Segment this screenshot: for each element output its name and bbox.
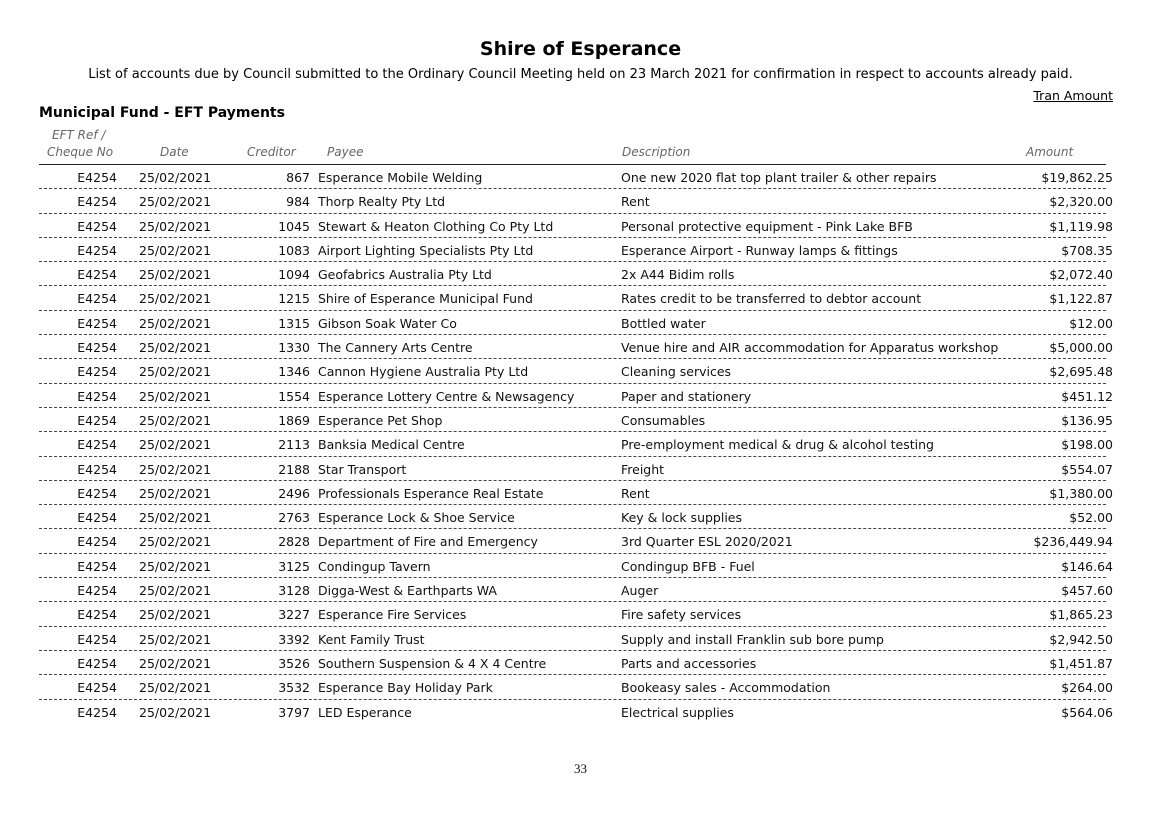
row-description: Auger (621, 583, 659, 599)
table-row (0, 529, 1161, 553)
row-creditor: 3532 (278, 680, 310, 696)
table-row (0, 189, 1161, 213)
table-row (0, 481, 1161, 505)
row-amount: $2,320.00 (1049, 194, 1113, 210)
table-row (0, 505, 1161, 529)
table-row (0, 602, 1161, 626)
row-payee: Shire of Esperance Municipal Fund (318, 291, 533, 307)
row-payee: Geofabrics Australia Pty Ltd (318, 267, 492, 283)
row-payee: Star Transport (318, 461, 407, 477)
row-date: 25/02/2021 (139, 558, 212, 574)
tran-amount-label: Tran Amount (1033, 88, 1113, 103)
table-row (0, 627, 1161, 651)
header-ref-line2: Cheque No (47, 145, 114, 159)
row-description: 3rd Quarter ESL 2020/2021 (621, 534, 793, 550)
table-row (0, 554, 1161, 578)
row-creditor: 3797 (278, 704, 310, 720)
table-row (0, 335, 1161, 359)
table-row (0, 432, 1161, 456)
row-payee: Esperance Lock & Shoe Service (318, 510, 515, 526)
row-creditor: 1315 (278, 315, 310, 331)
row-date: 25/02/2021 (139, 461, 212, 477)
row-description: Venue hire and AIR accommodation for Apparatus workshop (621, 340, 999, 356)
row-payee: Esperance Bay Holiday Park (318, 680, 493, 696)
row-creditor: 3227 (278, 607, 310, 623)
table-row (0, 700, 1161, 724)
row-description: Fire safety services (621, 607, 742, 623)
header-description: Description (622, 145, 691, 159)
row-date: 25/02/2021 (139, 291, 212, 307)
row-amount: $457.60 (1061, 583, 1113, 599)
row-date: 25/02/2021 (139, 510, 212, 526)
table-row (0, 359, 1161, 383)
row-payee: Condingup Tavern (318, 558, 431, 574)
row-eft-ref: E4254 (77, 412, 117, 428)
row-description: Rates credit to be transferred to debtor account (621, 291, 922, 307)
row-amount: $136.95 (1061, 412, 1113, 428)
row-date: 25/02/2021 (139, 364, 212, 380)
row-creditor: 1554 (278, 388, 310, 404)
row-creditor: 984 (286, 194, 310, 210)
row-date: 25/02/2021 (139, 340, 212, 356)
row-description: Paper and stationery (621, 388, 752, 404)
header-date: Date (160, 145, 189, 159)
row-creditor: 1330 (278, 340, 310, 356)
row-description: Bottled water (621, 315, 706, 331)
row-amount: $198.00 (1061, 437, 1113, 453)
row-date: 25/02/2021 (139, 607, 212, 623)
document-subtitle: List of accounts due by Council submitted to the Ordinary Council Meeting held on 23 March 2021 for confirmation in respect to accounts already paid. (88, 67, 1073, 82)
row-payee: Airport Lighting Specialists Pty Ltd (318, 242, 534, 258)
row-description: Electrical supplies (621, 704, 734, 720)
row-eft-ref: E4254 (77, 583, 117, 599)
row-eft-ref: E4254 (77, 315, 117, 331)
row-creditor: 3526 (278, 655, 310, 671)
row-eft-ref: E4254 (77, 267, 117, 283)
row-payee: Kent Family Trust (318, 631, 425, 647)
row-date: 25/02/2021 (139, 631, 212, 647)
row-creditor: 2496 (278, 485, 310, 501)
row-payee: Department of Fire and Emergency (318, 534, 538, 550)
row-payee: Stewart & Heaton Clothing Co Pty Ltd (318, 218, 554, 234)
row-date: 25/02/2021 (139, 170, 212, 185)
table-row (0, 457, 1161, 481)
row-eft-ref: E4254 (77, 242, 117, 258)
row-description: Esperance Airport - Runway lamps & fittings (621, 242, 898, 258)
row-payee: Southern Suspension & 4 X 4 Centre (318, 655, 547, 671)
row-amount: $2,942.50 (1049, 631, 1113, 647)
row-creditor: 1869 (278, 412, 310, 428)
table-row (0, 214, 1161, 238)
row-description: Pre-employment medical & drug & alcohol testing (621, 437, 934, 453)
row-date: 25/02/2021 (139, 315, 212, 331)
row-date: 25/02/2021 (139, 218, 212, 234)
row-creditor: 2188 (278, 461, 310, 477)
row-creditor: 2113 (278, 437, 310, 453)
row-payee: Esperance Pet Shop (318, 412, 443, 428)
table-row (0, 165, 1161, 189)
row-creditor: 3392 (278, 631, 310, 647)
row-description: Key & lock supplies (621, 510, 743, 526)
table-row (0, 651, 1161, 675)
row-description: Parts and accessories (621, 655, 757, 671)
table-row (0, 262, 1161, 286)
row-description: 2x A44 Bidim rolls (621, 267, 735, 283)
payments-table-body (0, 165, 1161, 724)
row-eft-ref: E4254 (77, 218, 117, 234)
row-description: Consumables (621, 412, 706, 428)
row-eft-ref: E4254 (77, 607, 117, 623)
row-amount: $2,695.48 (1049, 364, 1113, 380)
row-eft-ref: E4254 (77, 680, 117, 696)
row-payee: Digga-West & Earthparts WA (318, 583, 497, 599)
row-amount: $236,449.94 (1033, 534, 1113, 550)
table-row (0, 384, 1161, 408)
page-number: 33 (574, 761, 587, 776)
row-date: 25/02/2021 (139, 583, 212, 599)
row-payee: Gibson Soak Water Co (318, 315, 457, 331)
header-creditor: Creditor (247, 145, 296, 159)
header-payee: Payee (327, 145, 364, 159)
row-eft-ref: E4254 (77, 340, 117, 356)
row-eft-ref: E4254 (77, 534, 117, 550)
row-eft-ref: E4254 (77, 510, 117, 526)
table-row (0, 286, 1161, 310)
row-eft-ref: E4254 (77, 558, 117, 574)
row-eft-ref: E4254 (77, 194, 117, 210)
row-date: 25/02/2021 (139, 412, 212, 428)
row-eft-ref: E4254 (77, 170, 117, 185)
row-date: 25/02/2021 (139, 267, 212, 283)
row-description: Rent (621, 485, 650, 501)
row-creditor: 2763 (278, 510, 310, 526)
row-payee: Esperance Lottery Centre & Newsagency (318, 388, 575, 404)
table-row (0, 408, 1161, 432)
row-creditor: 1083 (278, 242, 310, 258)
row-amount: $264.00 (1061, 680, 1113, 696)
table-row (0, 578, 1161, 602)
row-date: 25/02/2021 (139, 194, 212, 210)
row-eft-ref: E4254 (77, 437, 117, 453)
row-eft-ref: E4254 (77, 461, 117, 477)
row-amount: $146.64 (1061, 558, 1113, 574)
row-amount: $5,000.00 (1049, 340, 1113, 356)
row-description: Condingup BFB - Fuel (621, 558, 755, 574)
row-amount: $1,380.00 (1049, 485, 1113, 501)
row-date: 25/02/2021 (139, 242, 212, 258)
row-payee: Esperance Mobile Welding (318, 170, 483, 185)
row-payee: The Cannery Arts Centre (318, 340, 473, 356)
row-date: 25/02/2021 (139, 655, 212, 671)
table-row (0, 238, 1161, 262)
section-title: Municipal Fund - EFT Payments (39, 105, 285, 121)
row-description: Cleaning services (621, 364, 732, 380)
header-amount: Amount (1026, 145, 1074, 159)
row-eft-ref: E4254 (77, 291, 117, 307)
row-date: 25/02/2021 (139, 680, 212, 696)
row-description: Personal protective equipment - Pink Lake BFB (621, 218, 913, 234)
row-creditor: 1346 (278, 364, 310, 380)
row-payee: Professionals Esperance Real Estate (318, 485, 544, 501)
row-amount: $1,451.87 (1049, 655, 1113, 671)
row-amount: $451.12 (1061, 388, 1113, 404)
row-eft-ref: E4254 (77, 388, 117, 404)
row-payee: LED Esperance (318, 704, 412, 720)
row-amount: $1,119.98 (1049, 218, 1113, 234)
row-date: 25/02/2021 (139, 437, 212, 453)
row-eft-ref: E4254 (77, 655, 117, 671)
row-description: Bookeasy sales - Accommodation (621, 680, 831, 696)
row-eft-ref: E4254 (77, 364, 117, 380)
row-payee: Banksia Medical Centre (318, 437, 465, 453)
table-row (0, 675, 1161, 699)
row-amount: $1,122.87 (1049, 291, 1113, 307)
row-description: Freight (621, 461, 665, 477)
row-amount: $1,865.23 (1049, 607, 1113, 623)
row-eft-ref: E4254 (77, 485, 117, 501)
row-payee: Esperance Fire Services (318, 607, 467, 623)
row-creditor: 2828 (278, 534, 310, 550)
row-amount: $19,862.25 (1041, 170, 1113, 185)
row-amount: $52.00 (1069, 510, 1113, 526)
row-creditor: 867 (286, 170, 310, 185)
row-date: 25/02/2021 (139, 485, 212, 501)
row-description: One new 2020 flat top plant trailer & other repairs (621, 170, 937, 185)
row-description: Rent (621, 194, 650, 210)
row-amount: $708.35 (1061, 242, 1113, 258)
row-creditor: 1215 (278, 291, 310, 307)
document-title: Shire of Esperance (479, 38, 682, 60)
row-payee: Cannon Hygiene Australia Pty Ltd (318, 364, 529, 380)
header-ref-line1: EFT Ref / (52, 128, 106, 142)
row-eft-ref: E4254 (77, 704, 117, 720)
row-creditor: 3125 (278, 558, 310, 574)
row-creditor: 1045 (278, 218, 310, 234)
row-date: 25/02/2021 (139, 388, 212, 404)
row-amount: $564.06 (1061, 704, 1113, 720)
row-creditor: 1094 (278, 267, 310, 283)
row-description: Supply and install Franklin sub bore pump (621, 631, 884, 647)
row-creditor: 3128 (278, 583, 310, 599)
row-date: 25/02/2021 (139, 704, 212, 720)
row-payee: Thorp Realty Pty Ltd (318, 194, 446, 210)
row-amount: $554.07 (1061, 461, 1113, 477)
table-row (0, 311, 1161, 335)
row-amount: $12.00 (1069, 315, 1113, 331)
row-amount: $2,072.40 (1049, 267, 1113, 283)
row-date: 25/02/2021 (139, 534, 212, 550)
row-eft-ref: E4254 (77, 631, 117, 647)
